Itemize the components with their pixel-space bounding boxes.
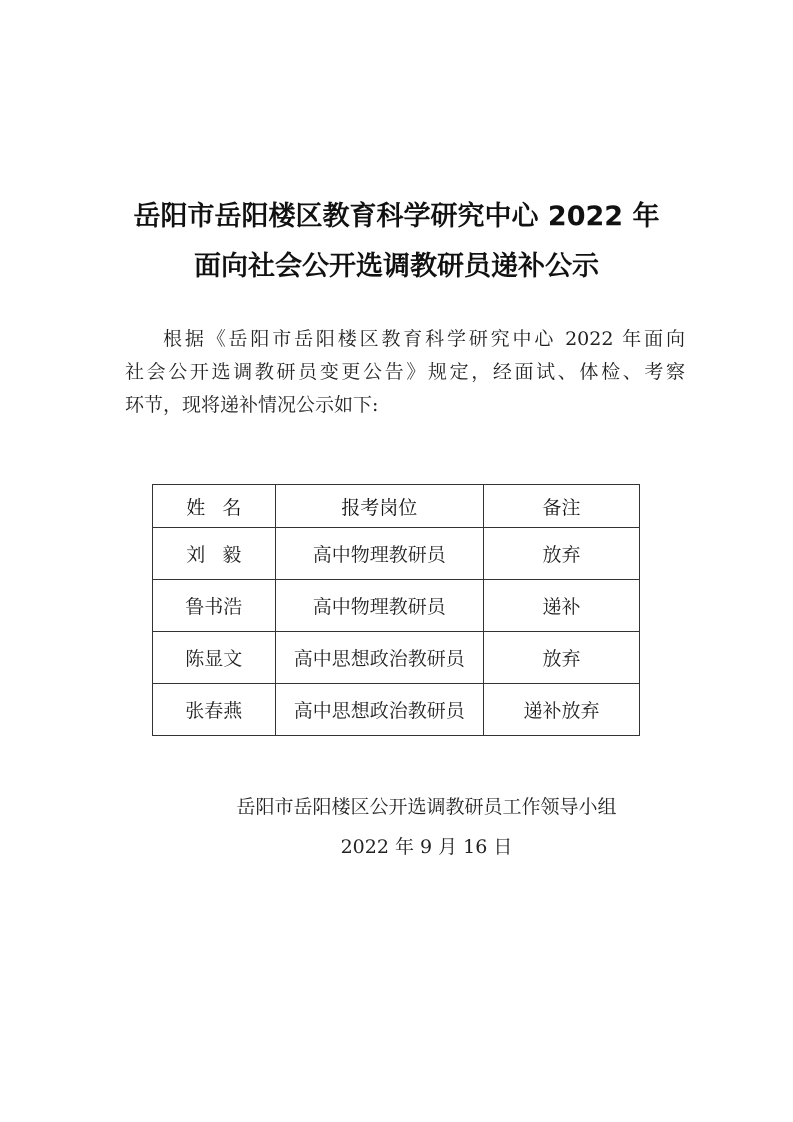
table-row	[153, 528, 640, 580]
issue-date: 2022 年 9 月 16 日	[340, 836, 513, 858]
header-position: 报考岗位	[275, 485, 484, 528]
cell-remark: 放弃	[484, 528, 640, 580]
cell-position: 高中思想政治教研员	[275, 684, 484, 736]
header-name: 姓名	[153, 485, 276, 528]
paragraph-line-2: 社会公开选调教研员变更公告》规定，经面试、体检、考察	[125, 361, 685, 383]
cell-position: 高中物理教研员	[275, 580, 484, 632]
cell-name: 鲁书浩	[153, 580, 276, 632]
cell-name: 张春燕	[153, 684, 276, 736]
table-row	[153, 632, 640, 684]
announcement-paragraph	[125, 323, 685, 422]
table-row	[153, 684, 640, 736]
cell-position: 高中物理教研员	[275, 528, 484, 580]
cell-remark: 放弃	[484, 632, 640, 684]
paragraph-line-1: 根据《岳阳市岳阳楼区教育科学研究中心 2022 年面向	[163, 328, 685, 350]
cell-remark: 递补放弃	[484, 684, 640, 736]
issuing-organization: 岳阳市岳阳楼区公开选调教研员工作领导小组	[236, 796, 617, 818]
document-title-line-2: 面向社会公开选调教研员递补公示	[194, 251, 599, 282]
cell-remark: 递补	[484, 580, 640, 632]
paragraph-line-3: 环节，现将递补情况公示如下:	[125, 394, 379, 416]
cell-name: 刘毅	[153, 528, 276, 580]
table-row	[153, 580, 640, 632]
cell-position: 高中思想政治教研员	[275, 632, 484, 684]
candidate-table	[152, 484, 640, 736]
document-title-line-1: 岳阳市岳阳楼区教育科学研究中心 2022 年	[133, 201, 660, 232]
header-remark: 备注	[484, 485, 640, 528]
cell-name: 陈显文	[153, 632, 276, 684]
table-header-row	[153, 485, 640, 528]
